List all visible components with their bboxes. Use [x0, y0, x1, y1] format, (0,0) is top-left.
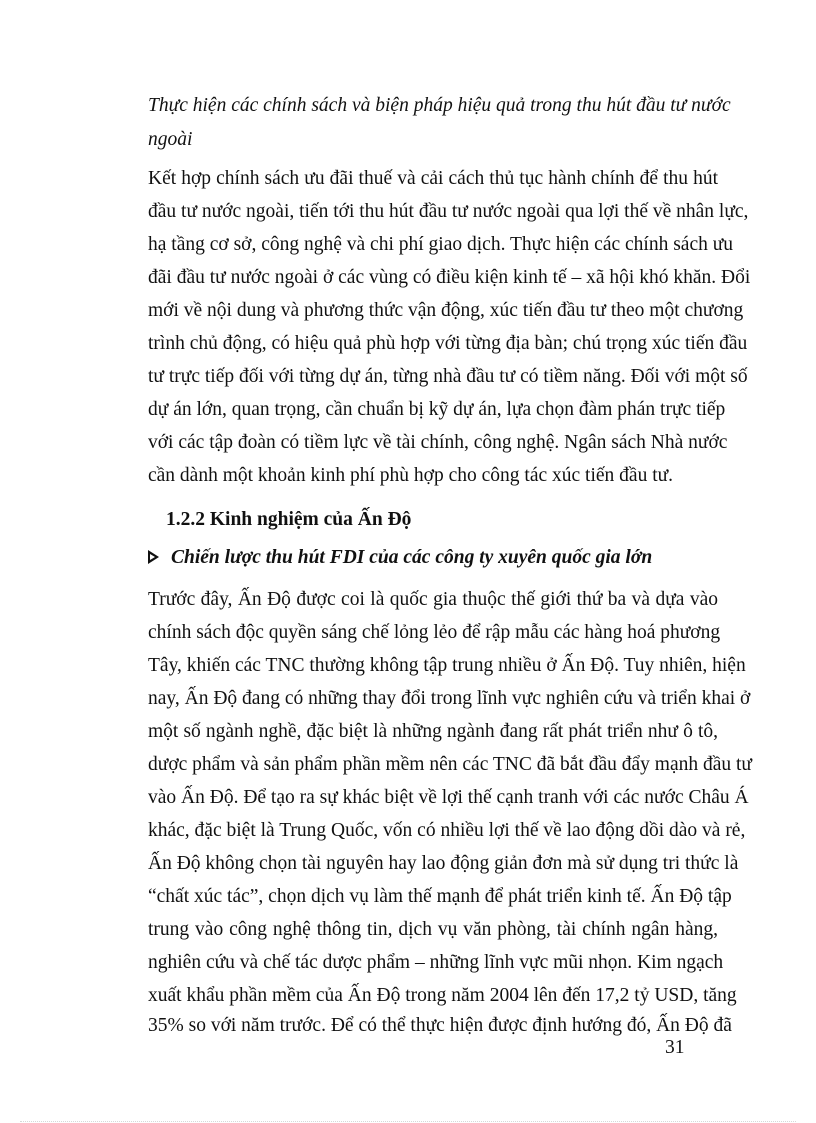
page-number: 31 [665, 1037, 685, 1058]
paragraph-2-line: “chất xúc tác”, chọn dịch vụ làm thế mạnh để phát triển kinh tế. Ấn Độ tập [148, 886, 732, 907]
paragraph-2-line: một số ngành nghề, đặc biệt là những ngành đang rất phát triển như ô tô, [148, 721, 718, 742]
paragraph-1-line: đãi đầu tư nước ngoài ở các vùng có điều kiện kinh tế – xã hội khó khăn. Đổi [148, 267, 751, 288]
section-heading: 1.2.2 Kinh nghiệm của Ấn Độ [166, 509, 412, 530]
paragraph-2-line: Ấn Độ không chọn tài nguyên hay lao động giản đơn mà sử dụng tri thức là [148, 853, 739, 874]
paragraph-1-line: trình chủ động, có hiệu quả phù hợp với từng địa bàn; chú trọng xúc tiến đầu [148, 333, 748, 354]
paragraph-1-line: mới về nội dung và phương thức vận động, xúc tiến đầu tư theo một chương [148, 300, 744, 321]
paragraph-1-line: tư trực tiếp đối với từng dự án, từng nhà đầu tư có tiềm năng. Đối với một số [148, 366, 748, 387]
intro-line-1: Thực hiện các chính sách và biện pháp hiệu quả trong thu hút đầu tư nước [148, 95, 731, 116]
paragraph-2-line: nay, Ấn Độ đang có những thay đổi trong lĩnh vực nghiên cứu và triển khai ở [148, 688, 751, 709]
paragraph-2-line: xuất khẩu phần mềm của Ấn Độ trong năm 2004 lên đến 17,2 tỷ USD, tăng [148, 985, 737, 1006]
page-bottom-divider [20, 1121, 796, 1122]
paragraph-1-line: đầu tư nước ngoài, tiến tới thu hút đầu tư nước ngoài qua lợi thế về nhân lực, [148, 201, 749, 222]
paragraph-2-line: vào Ấn Độ. Để tạo ra sự khác biệt về lợi thế cạnh tranh với các nước Châu Á [148, 787, 749, 808]
paragraph-2-line: khác, đặc biệt là Trung Quốc, vốn có nhiều lợi thế về lao động dồi dào và rẻ, [148, 820, 746, 841]
arrow-bullet-icon [148, 550, 159, 564]
paragraph-1-line: cần dành một khoản kinh phí phù hợp cho công tác xúc tiến đầu tư. [148, 465, 674, 486]
paragraph-2-line: Tây, khiến các TNC thường không tập trung nhiều ở Ấn Độ. Tuy nhiên, hiện [148, 655, 746, 676]
paragraph-1-line: Kết hợp chính sách ưu đãi thuế và cải cách thủ tục hành chính để thu hút [148, 168, 718, 189]
paragraph-2-line: chính sách độc quyền sáng chế lỏng lẻo để rập mẫu các hàng hoá phương [148, 622, 721, 643]
paragraph-1-line: hạ tầng cơ sở, công nghệ và chi phí giao dịch. Thực hiện các chính sách ưu [148, 234, 734, 255]
bullet-heading-text: Chiến lược thu hút FDI của các công ty xuyên quốc gia lớn [171, 547, 653, 568]
paragraph-2-line: trung vào công nghệ thông tin, dịch vụ văn phòng, tài chính ngân hàng, [148, 919, 718, 940]
paragraph-1-line: với các tập đoàn có tiềm lực về tài chính, công nghệ. Ngân sách Nhà nước [148, 432, 728, 453]
paragraph-2-line: dược phẩm và sản phẩm phần mềm nên các TNC đã bắt đầu đẩy mạnh đầu tư [148, 754, 752, 775]
paragraph-2-line: Trước đây, Ấn Độ được coi là quốc gia thuộc thế giới thứ ba và dựa vào [148, 589, 718, 610]
paragraph-2-line: 35% so với năm trước. Để có thể thực hiện được định hướng đó, Ấn Độ đã [148, 1015, 732, 1036]
intro-line-2: ngoài [148, 129, 193, 150]
paragraph-1-line: dự án lớn, quan trọng, cần chuẩn bị kỹ dự án, lựa chọn đàm phán trực tiếp [148, 399, 726, 420]
bullet-heading [148, 542, 652, 574]
paragraph-2-line: nghiên cứu và chế tác dược phẩm – những lĩnh vực mũi nhọn. Kim ngạch [148, 952, 724, 973]
